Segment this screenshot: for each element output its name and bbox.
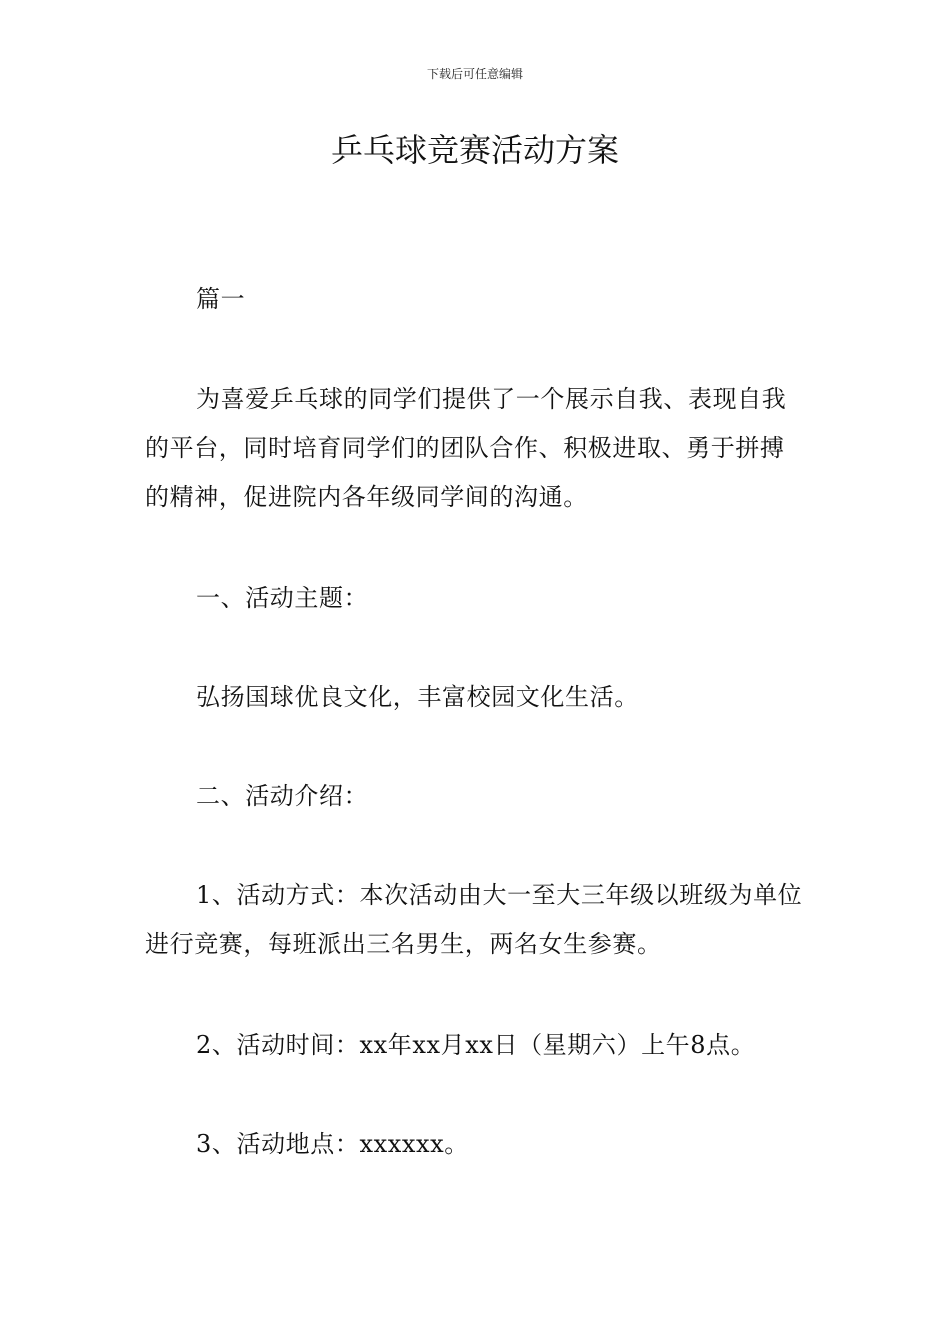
section-label: 篇一 (196, 285, 246, 313)
intro-paragraph: 为喜爱乒乓球的同学们提供了一个展示自我、表现自我的平台，同时培育同学们的团队合作、积极进取、勇于拼搏的精神，促进院内各年级同学间的沟通。 (145, 385, 787, 511)
theme-paragraph: 弘扬国球优良文化，丰富校园文化生活。 (196, 683, 639, 711)
activity-time-paragraph: 2、活动时间：xx年xx月xx日（星期六）上午8点。 (196, 1031, 756, 1059)
header-note: 下载后可任意编辑 (426, 67, 523, 81)
heading-introduction: 二、活动介绍： (196, 782, 369, 810)
document-title: 乒乓球竞赛活动方案 (330, 131, 619, 169)
activity-format-paragraph: 1、活动方式：本次活动由大一至大三年级以班级为单位进行竞赛，每班派出三名男生，两名女生参赛。 (145, 881, 803, 958)
activity-location-paragraph: 3、活动地点：xxxxxx。 (196, 1130, 469, 1158)
heading-theme: 一、活动主题： (196, 584, 369, 612)
